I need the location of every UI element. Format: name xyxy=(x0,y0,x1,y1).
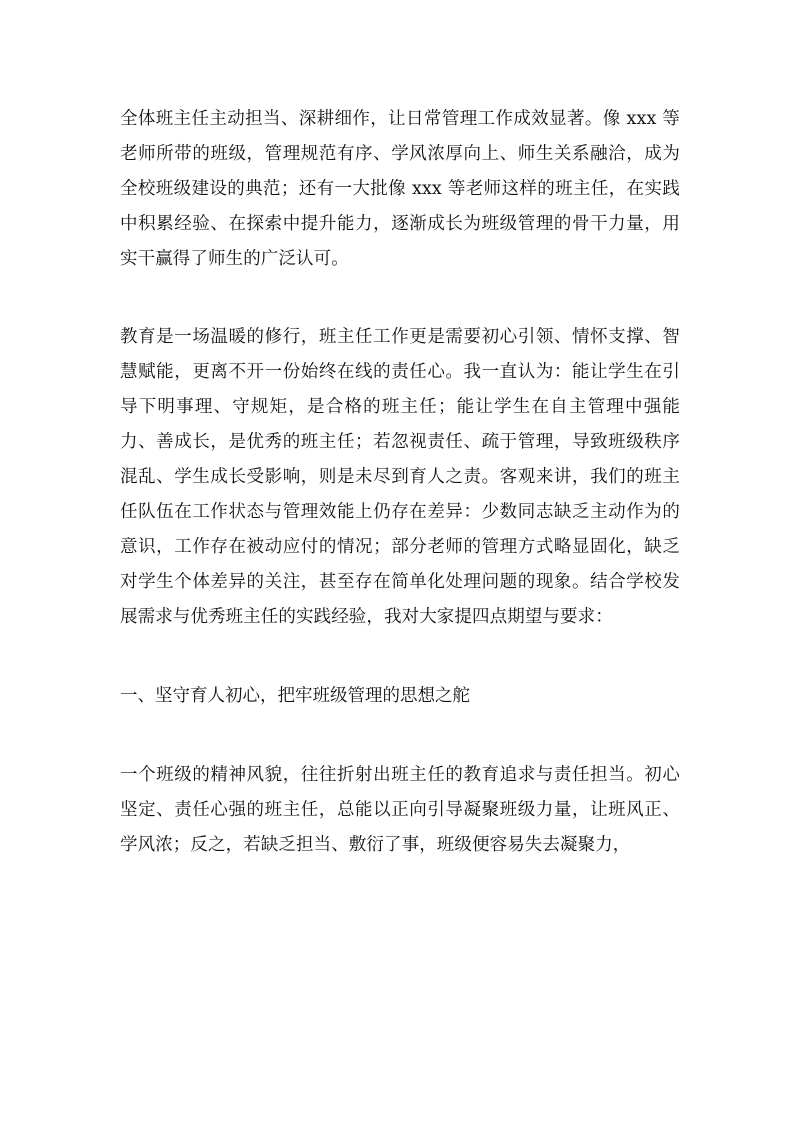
document-page xyxy=(120,102,680,863)
paragraph-gap xyxy=(120,277,680,320)
paragraph-1: 全体班主任主动担当、深耕细作，让日常管理工作成效显著。像 xxx 等老师所带的班级，管理规范有序、学风浓厚向上、师生关系融洽，成为全校班级建设的典范；还有一大批像 xxx 等老师这样的班主任，在实践中积累经验、在探索中提升能力，逐渐成长为班级管理的骨干力量，用实干赢得了师生的广泛认可。 xyxy=(120,109,680,269)
paragraph-gap xyxy=(120,714,680,758)
paragraph-2: 教育是一场温暖的修行，班主任工作更是需要初心引领、情怀支撑、智慧赋能，更离不开一份始终在线的责任心。我一直认为：能让学生在引导下明事理、守规矩，是合格的班主任；能让学生在自主管理中强能力、善成长，是优秀的班主任；若忽视责任、疏于管理，导致班级秩序混乱、学生成长受影响，则是未尽到育人之责。客观来讲，我们的班主任队伍在工作状态与管理效能上仍存在差异：少数同志缺乏主动作为的意识，工作存在被动应付的情况；部分老师的管理方式略显固化，缺乏对学生个体差异的关注，甚至存在简单化处理问题的现象。结合学校发展需求与优秀班主任的实践经验，我对大家提四点期望与要求： xyxy=(120,327,680,627)
paragraph-gap xyxy=(120,635,680,679)
paragraph-3: 一个班级的精神风貌，往往折射出班主任的教育追求与责任担当。初心坚定、责任心强的班主任，总能以正向引导凝聚班级力量，让班风正、学风浓；反之，若缺乏担当、敷衍了事，班级便容易失去凝聚力， xyxy=(120,765,680,855)
section-heading-1: 一、坚守育人初心，把牢班级管理的思想之舵 xyxy=(120,686,470,706)
